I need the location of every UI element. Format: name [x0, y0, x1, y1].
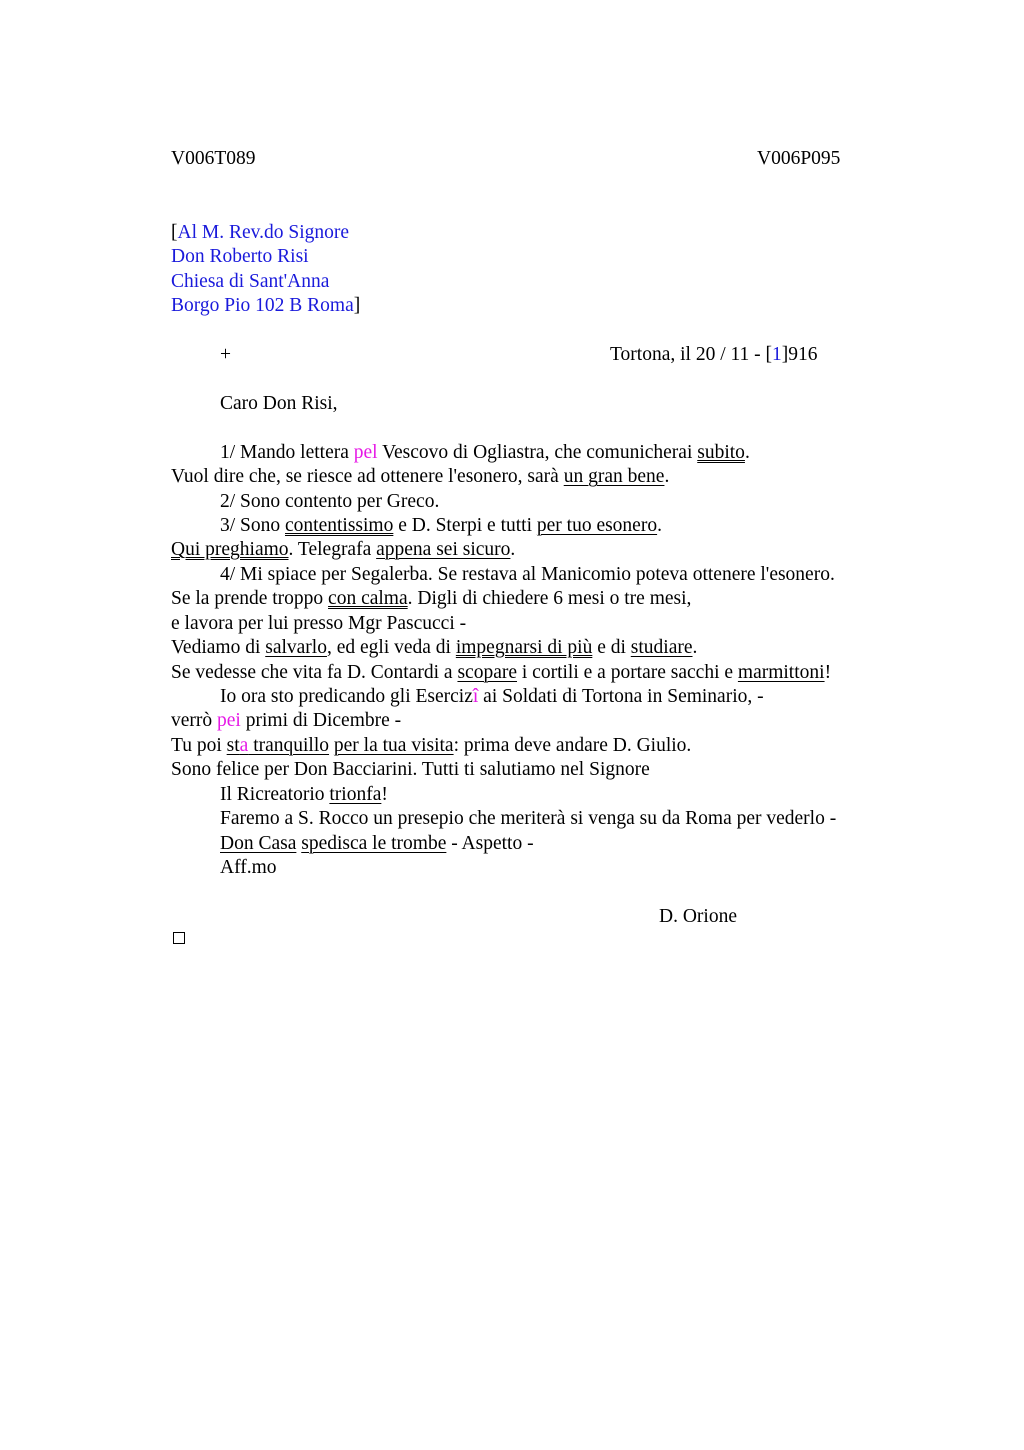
salutation: Caro Don Risi,	[220, 393, 338, 414]
body-line-8: e lavora per lui presso Mgr Pascucci -	[171, 613, 467, 634]
body-line-14: Sono felice per Don Bacciarini. Tutti ti salutiamo nel Signore	[171, 759, 650, 780]
address-line-3: Chiesa di Sant'Anna	[171, 271, 330, 292]
body-line-17: Don Casa spedisca le trombe - Aspetto -	[220, 833, 534, 854]
body-line-2: Vuol dire che, se riesce ad ottenere l'esonero, sarà un gran bene.	[171, 466, 670, 487]
body-line-6: 4/ Mi spiace per Segalerba. Se restava al Manicomio poteva ottenere l'esonero.	[220, 564, 835, 585]
body-line-11: Io ora sto predicando gli Esercizî ai Soldati di Tortona in Seminario, -	[220, 686, 764, 707]
body-line-12: verrò pei primi di Dicembre -	[171, 710, 402, 731]
left-archive-code: V006T089	[171, 148, 256, 169]
body-line-15: Il Ricreatorio trionfa!	[220, 784, 388, 805]
body-line-13: Tu poi sta tranquillo per la tua visita: prima deve andare D. Giulio.	[171, 735, 692, 756]
body-line-7: Se la prende troppo con calma. Digli di chiedere 6 mesi o tre mesi,	[171, 588, 692, 609]
cross-mark: +	[220, 344, 231, 365]
closing-aff-mo: Aff.mo	[220, 857, 277, 878]
place-date: Tortona, il 20 / 11 - [1]916	[610, 344, 818, 365]
body-line-5: Qui preghiamo. Telegrafa appena sei sicuro.	[171, 539, 516, 560]
body-line-1: 1/ Mando lettera pel Vescovo di Ogliastra, che comunicherai subito.	[220, 442, 750, 463]
address-line-2: Don Roberto Risi	[171, 246, 309, 267]
body-line-16: Faremo a S. Rocco un presepio che meriterà si venga su da Roma per vederlo -	[220, 808, 837, 829]
right-archive-code: V006P095	[757, 148, 841, 169]
empty-square-icon	[173, 932, 185, 944]
body-line-9: Vediamo di salvarlo, ed egli veda di impegnarsi di più e di studiare.	[171, 637, 698, 658]
body-line-10: Se vedesse che vita fa D. Contardi a scopare i cortili e a portare sacchi e marmittoni!	[171, 662, 832, 683]
body-line-3: 2/ Sono contento per Greco.	[220, 491, 440, 512]
body-line-4: 3/ Sono contentissimo e D. Sterpi e tutti per tuo esonero.	[220, 515, 662, 536]
address-line-1: [Al M. Rev.do Signore	[171, 222, 350, 243]
signature: D. Orione	[659, 906, 737, 927]
address-line-4: Borgo Pio 102 B Roma]	[171, 295, 361, 316]
